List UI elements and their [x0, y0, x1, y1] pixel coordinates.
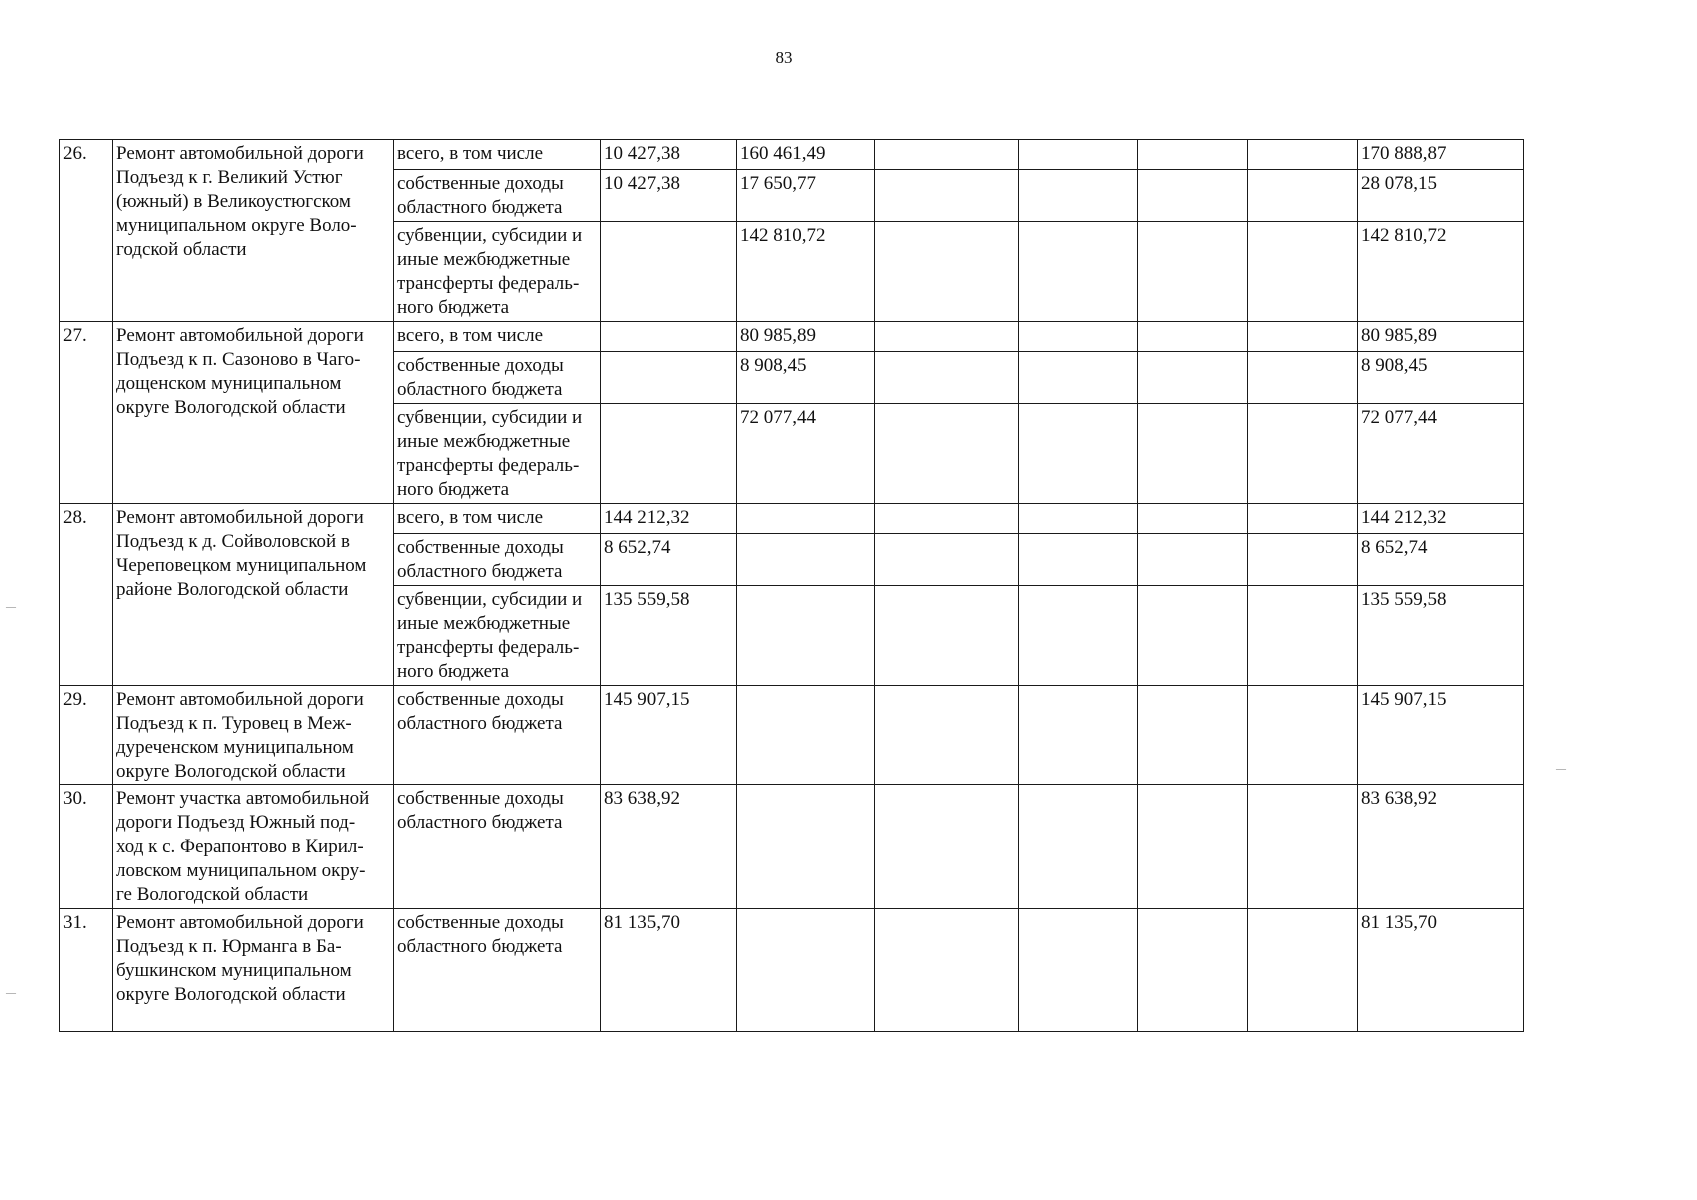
amount-col-5-cell — [1138, 170, 1248, 222]
amount-col-4-cell — [1019, 170, 1138, 222]
amount-col-3-cell — [875, 686, 1019, 785]
amount-col-5-cell — [1138, 504, 1248, 534]
funding-source-cell-line: собственные доходы — [397, 689, 564, 710]
amount-col-6-cell — [1248, 322, 1358, 352]
item-name-cell-line: годской области — [116, 239, 247, 260]
total-amount-cell: 72 077,44 — [1358, 404, 1524, 504]
amount-col-2-cell: 72 077,44 — [737, 404, 875, 504]
amount-col-5-cell — [1138, 686, 1248, 785]
funding-source-cell — [394, 785, 601, 909]
funding-source-cell — [394, 140, 601, 170]
item-name-cell-line: Подъезд к п. Юрманга в Ба- — [116, 936, 342, 957]
funding-source-cell-line: иные межбюджетные — [397, 613, 571, 634]
amount-col-3-cell — [875, 785, 1019, 909]
funding-source-cell-line: иные межбюджетные — [397, 431, 571, 452]
amount-col-5-cell — [1138, 534, 1248, 586]
table-row — [60, 785, 1524, 909]
funding-source-cell-line: ного бюджета — [397, 661, 510, 682]
amount-col-2-cell — [737, 586, 875, 686]
amount-col-2-cell — [737, 686, 875, 785]
item-name-cell-line: Ремонт автомобильной дороги — [116, 912, 364, 933]
item-name-cell-line: Ремонт участка автомобильной — [116, 788, 370, 809]
amount-col-5-cell — [1138, 352, 1248, 404]
item-number-cell: 26. — [60, 140, 113, 322]
amount-col-1-cell: 144 212,32 — [601, 504, 737, 534]
amount-col-4-cell — [1019, 140, 1138, 170]
amount-col-6-cell — [1248, 404, 1358, 504]
table-body — [60, 140, 1524, 1032]
item-name-cell-line: Ремонт автомобильной дороги — [116, 325, 364, 346]
funding-source-cell-line: областного бюджета — [397, 812, 563, 833]
funding-source-cell-line: всего, в том числе — [397, 143, 544, 164]
amount-col-1-cell — [601, 222, 737, 322]
funding-source-cell-line: собственные доходы — [397, 912, 564, 933]
funding-source-cell-line: ного бюджета — [397, 297, 510, 318]
funding-source-cell — [394, 404, 601, 504]
item-number-cell: 27. — [60, 322, 113, 504]
funding-source-cell — [394, 222, 601, 322]
amount-col-1-cell: 8 652,74 — [601, 534, 737, 586]
funding-source-cell-line: субвенции, субсидии и — [397, 407, 583, 428]
item-name-cell-line: дороги Подъезд Южный под- — [116, 812, 356, 833]
total-amount-cell: 28 078,15 — [1358, 170, 1524, 222]
funding-source-cell-line: областного бюджета — [397, 561, 563, 582]
total-amount-cell: 170 888,87 — [1358, 140, 1524, 170]
amount-col-2-cell — [737, 785, 875, 909]
item-name-cell-line: муниципальном округе Воло- — [116, 215, 357, 236]
amount-col-2-cell — [737, 534, 875, 586]
amount-col-5-cell — [1138, 322, 1248, 352]
funding-source-cell — [394, 686, 601, 785]
item-name-cell-line: Подъезд к д. Сойволовской в — [116, 531, 350, 552]
funding-source-cell-line: трансферты федераль- — [397, 455, 580, 476]
page-number: 83 — [775, 48, 793, 67]
scan-mark: — — [6, 602, 16, 613]
funding-source-cell-line: областного бюджета — [397, 379, 563, 400]
funding-source-cell-line: иные межбюджетные — [397, 249, 571, 270]
amount-col-3-cell — [875, 140, 1019, 170]
amount-col-4-cell — [1019, 322, 1138, 352]
amount-col-4-cell — [1019, 785, 1138, 909]
funding-source-cell-line: собственные доходы — [397, 537, 564, 558]
amount-col-3-cell — [875, 222, 1019, 322]
amount-col-1-cell: 135 559,58 — [601, 586, 737, 686]
scan-mark: — — [1556, 764, 1566, 775]
item-name-cell-line: ход к с. Ферапонтово в Кирил- — [116, 836, 364, 857]
amount-col-4-cell — [1019, 404, 1138, 504]
funding-source-cell — [394, 586, 601, 686]
funding-source-cell-line: областного бюджета — [397, 936, 563, 957]
amount-col-3-cell — [875, 322, 1019, 352]
item-name-cell-line: округе Вологодской области — [116, 761, 346, 782]
funding-source-cell-line: собственные доходы — [397, 788, 564, 809]
amount-col-2-cell: 80 985,89 — [737, 322, 875, 352]
amount-col-1-cell — [601, 322, 737, 352]
funding-source-cell — [394, 170, 601, 222]
item-name-cell — [113, 785, 394, 909]
item-name-cell-line: Подъезд к п. Туровец в Меж- — [116, 713, 352, 734]
total-amount-cell: 83 638,92 — [1358, 785, 1524, 909]
funding-source-cell-line: собственные доходы — [397, 355, 564, 376]
item-name-cell-line: Череповецком муниципальном — [116, 555, 367, 576]
amount-col-1-cell: 83 638,92 — [601, 785, 737, 909]
amount-col-2-cell: 160 461,49 — [737, 140, 875, 170]
amount-col-6-cell — [1248, 352, 1358, 404]
item-name-cell-line: дуреченском муниципальном — [116, 737, 354, 758]
scan-mark: — — [6, 988, 16, 999]
amount-col-1-cell — [601, 352, 737, 404]
funding-source-cell-line: собственные доходы — [397, 173, 564, 194]
amount-col-1-cell: 10 427,38 — [601, 170, 737, 222]
amount-col-3-cell — [875, 534, 1019, 586]
amount-col-2-cell: 8 908,45 — [737, 352, 875, 404]
amount-col-6-cell — [1248, 534, 1358, 586]
table-row — [60, 322, 1524, 352]
item-name-cell-line: Ремонт автомобильной дороги — [116, 143, 364, 164]
amount-col-4-cell — [1019, 504, 1138, 534]
amount-col-6-cell — [1248, 785, 1358, 909]
item-name-cell-line: Подъезд к п. Сазоново в Чаго- — [116, 349, 361, 370]
item-name-cell-line: ловском муниципальном окру- — [116, 860, 366, 881]
item-name-cell-line: Ремонт автомобильной дороги — [116, 689, 364, 710]
item-name-cell-line: Ремонт автомобильной дороги — [116, 507, 364, 528]
amount-col-5-cell — [1138, 222, 1248, 322]
amount-col-4-cell — [1019, 686, 1138, 785]
total-amount-cell: 145 907,15 — [1358, 686, 1524, 785]
amount-col-4-cell — [1019, 586, 1138, 686]
amount-col-2-cell — [737, 504, 875, 534]
item-name-cell-line: бушкинском муниципальном — [116, 960, 352, 981]
table-row — [60, 686, 1524, 785]
funding-source-cell — [394, 534, 601, 586]
amount-col-3-cell — [875, 352, 1019, 404]
item-name-cell — [113, 909, 394, 1032]
funding-source-cell-line: областного бюджета — [397, 197, 563, 218]
amount-col-4-cell — [1019, 222, 1138, 322]
item-number-cell: 29. — [60, 686, 113, 785]
funding-source-cell-line: всего, в том числе — [397, 507, 544, 528]
total-amount-cell: 135 559,58 — [1358, 586, 1524, 686]
item-name-cell — [113, 140, 394, 322]
amount-col-6-cell — [1248, 686, 1358, 785]
item-name-cell — [113, 504, 394, 686]
item-name-cell-line: ге Вологодской области — [116, 884, 309, 905]
amount-col-3-cell — [875, 404, 1019, 504]
amount-col-6-cell — [1248, 140, 1358, 170]
amount-col-4-cell — [1019, 534, 1138, 586]
amount-col-1-cell: 10 427,38 — [601, 140, 737, 170]
amount-col-5-cell — [1138, 909, 1248, 1032]
funding-source-cell — [394, 322, 601, 352]
funding-source-cell-line: субвенции, субсидии и — [397, 589, 583, 610]
amount-col-3-cell — [875, 586, 1019, 686]
table-row — [60, 909, 1524, 1032]
amount-col-4-cell — [1019, 909, 1138, 1032]
item-name-cell-line: Подъезд к г. Великий Устюг — [116, 167, 343, 188]
amount-col-6-cell — [1248, 909, 1358, 1032]
total-amount-cell: 81 135,70 — [1358, 909, 1524, 1032]
amount-col-5-cell — [1138, 785, 1248, 909]
funding-source-cell-line: трансферты федераль- — [397, 273, 580, 294]
item-number-cell: 30. — [60, 785, 113, 909]
amount-col-1-cell: 145 907,15 — [601, 686, 737, 785]
total-amount-cell: 144 212,32 — [1358, 504, 1524, 534]
amount-col-2-cell: 17 650,77 — [737, 170, 875, 222]
funding-source-cell — [394, 504, 601, 534]
item-name-cell-line: дощенском муниципальном — [116, 373, 342, 394]
amount-col-6-cell — [1248, 170, 1358, 222]
funding-source-cell-line: субвенции, субсидии и — [397, 225, 583, 246]
item-name-cell-line: округе Вологодской области — [116, 397, 346, 418]
amount-col-6-cell — [1248, 504, 1358, 534]
item-name-cell-line: (южный) в Великоустюгском — [116, 191, 351, 212]
amount-col-1-cell — [601, 404, 737, 504]
item-number-cell: 31. — [60, 909, 113, 1032]
budget-table — [59, 139, 1524, 1032]
amount-col-1-cell: 81 135,70 — [601, 909, 737, 1032]
item-number-cell: 28. — [60, 504, 113, 686]
total-amount-cell: 8 652,74 — [1358, 534, 1524, 586]
funding-source-cell — [394, 352, 601, 404]
item-name-cell-line: округе Вологодской области — [116, 984, 346, 1005]
amount-col-4-cell — [1019, 352, 1138, 404]
amount-col-3-cell — [875, 909, 1019, 1032]
total-amount-cell: 8 908,45 — [1358, 352, 1524, 404]
table-row — [60, 504, 1524, 534]
amount-col-3-cell — [875, 504, 1019, 534]
amount-col-6-cell — [1248, 586, 1358, 686]
item-name-cell — [113, 686, 394, 785]
funding-source-cell-line: ного бюджета — [397, 479, 510, 500]
amount-col-2-cell — [737, 909, 875, 1032]
total-amount-cell: 142 810,72 — [1358, 222, 1524, 322]
amount-col-5-cell — [1138, 586, 1248, 686]
item-name-cell-line: районе Вологодской области — [116, 579, 349, 600]
amount-col-5-cell — [1138, 140, 1248, 170]
funding-source-cell-line: трансферты федераль- — [397, 637, 580, 658]
amount-col-6-cell — [1248, 222, 1358, 322]
funding-source-cell-line: всего, в том числе — [397, 325, 544, 346]
item-name-cell — [113, 322, 394, 504]
amount-col-2-cell: 142 810,72 — [737, 222, 875, 322]
amount-col-3-cell — [875, 170, 1019, 222]
total-amount-cell: 80 985,89 — [1358, 322, 1524, 352]
funding-source-cell-line: областного бюджета — [397, 713, 563, 734]
funding-source-cell — [394, 909, 601, 1032]
table-row — [60, 140, 1524, 170]
amount-col-5-cell — [1138, 404, 1248, 504]
